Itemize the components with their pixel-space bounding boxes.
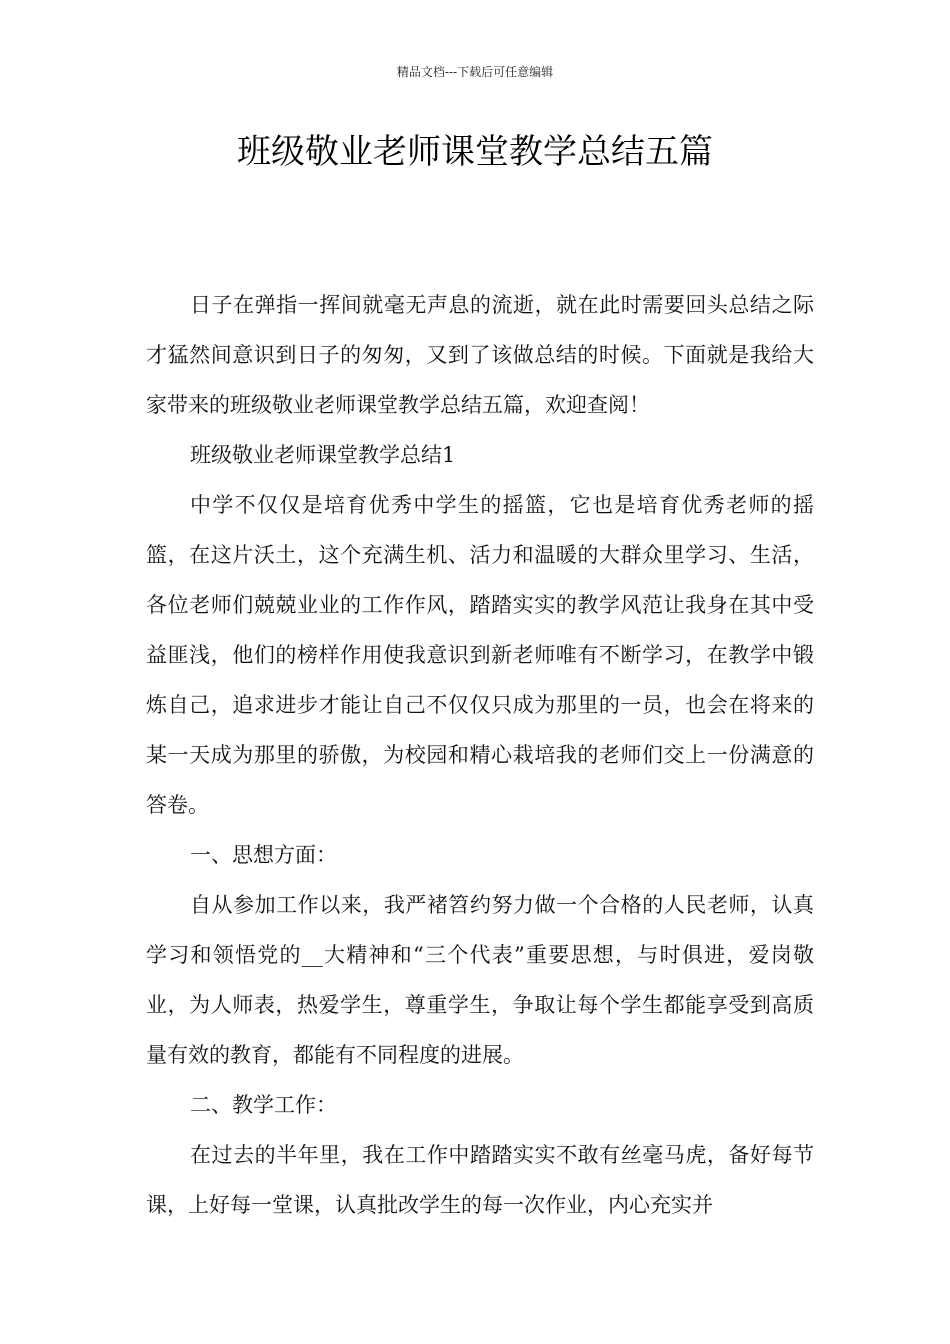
section-heading-thought: 一、思想方面： — [190, 843, 337, 867]
section-heading-teaching: 二、教学工作： — [190, 1093, 337, 1117]
section-heading-summary-1: 班级敬业老师课堂教学总结1 — [190, 443, 456, 467]
document-body — [146, 280, 814, 1230]
body-paragraph: 自从参加工作以来，我严褚笤约努力做一个合格的人民老师，认真学习和领悟党的__大精神和“三个代表”重要思想，与时俱进，爱岗敬业，为人师表，热爱学生，尊重学生，争取让每个学生都能享受到高质量有效的教育，都能有不同程度的进展。 — [146, 893, 814, 1067]
body-paragraph: 在过去的半年里，我在工作中踏踏实实不敢有丝毫马虎，备好每节课，上好每一堂课，认真批改学生的每一次作业，内心充实并 — [146, 1143, 814, 1217]
page-header-watermark: 精品文档---下载后可任意编辑 — [396, 65, 554, 79]
intro-paragraph: 日子在弹指一挥间就毫无声息的流逝，就在此时需要回头总结之际才猛然间意识到日子的匆匆，又到了该做总结的时候。下面就是我给大家带来的班级敬业老师课堂教学总结五篇，欢迎查阅！ — [146, 293, 814, 417]
document-title: 班级敬业老师课堂教学总结五篇 — [237, 132, 713, 172]
body-paragraph: 中学不仅仅是培育优秀中学生的摇篮，它也是培育优秀老师的摇篮，在这片沃土，这个充满生机、活力和温暖的大群众里学习、生活，各位老师们兢兢业业的工作作风，踏踏实实的教学风范让我身在其中受益匪浅，他们的榜样作用使我意识到新老师唯有不断学习，在教学中锻炼自己，追求进步才能让自己不仅仅只成为那里的一员，也会在将来的某一天成为那里的骄傲，为校园和精心栽培我的老师们交上一份满意的答卷。 — [146, 493, 814, 817]
